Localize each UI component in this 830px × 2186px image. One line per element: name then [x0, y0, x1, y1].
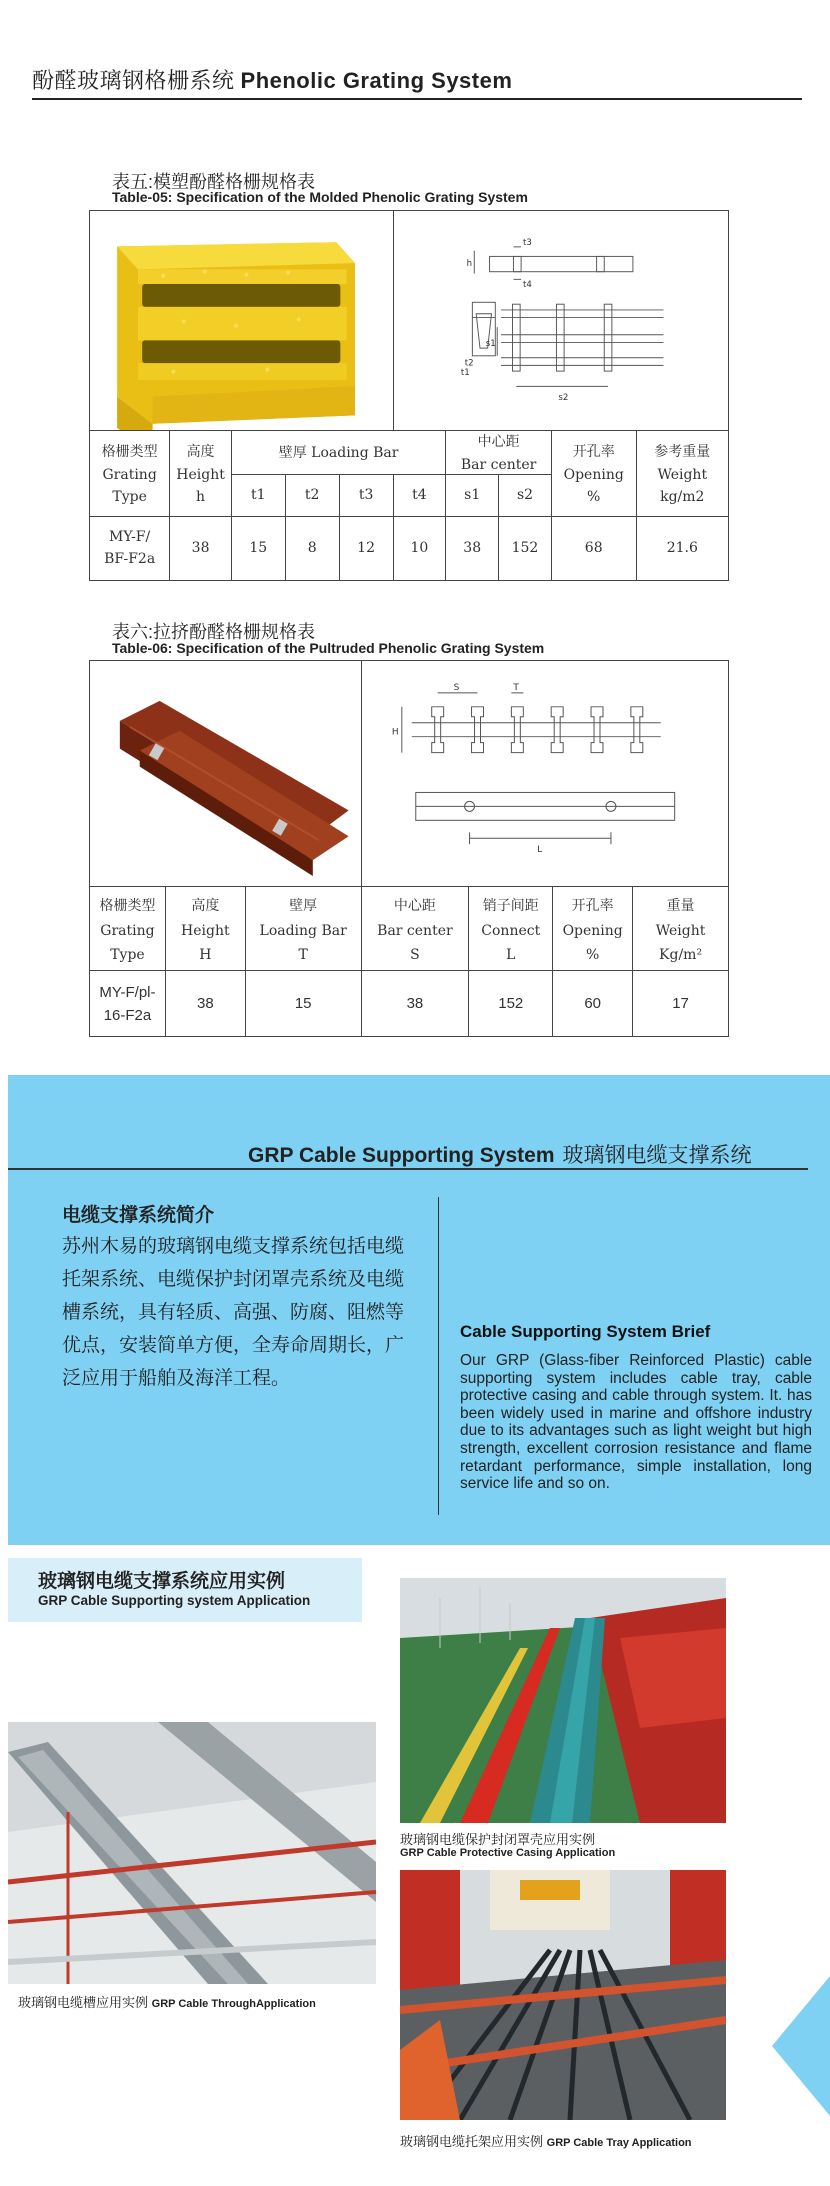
t6-head-weight-cn: 重量: [666, 897, 695, 914]
dim-t3: t3: [522, 237, 532, 248]
grp-title-en: GRP Cable Supporting System: [248, 1144, 555, 1167]
t6-head-weight-unit: Kg/m²: [659, 946, 703, 963]
dim-s1: s1: [485, 339, 496, 350]
t6-type-line2: 16-F2a: [103, 1006, 152, 1024]
t5-head-open-cn: 开孔率: [572, 444, 615, 461]
t6-head-wall-cn: 壁厚: [289, 897, 318, 914]
t5-cell-open: 68: [551, 516, 636, 580]
t6-head-height-sym: H: [199, 946, 212, 963]
t5-head-type: [90, 430, 170, 516]
tray-application-photo: [400, 1870, 726, 2120]
t6-head-type-en: Grating: [100, 922, 155, 939]
t6-head-wall-en: Loading Bar: [259, 922, 347, 939]
intro-heading-cn: 电缆支撑系统简介: [62, 1205, 215, 1226]
casing-caption-cn: 玻璃钢电缆保护封闭罩壳应用实例: [400, 1832, 596, 1847]
t6-cell-h: 38: [165, 971, 245, 1037]
t5-head-t3: t3: [339, 474, 393, 516]
pultruded-grating-photo: [90, 661, 361, 886]
t5-cell-t2: 8: [285, 516, 339, 580]
casing-caption-en: GRP Cable Protective Casing Application: [400, 1847, 616, 1859]
molded-grating-photo: [90, 211, 393, 430]
t5-head-type-en2: Type: [112, 489, 147, 506]
t5-type-line1: MY-F/: [109, 529, 151, 546]
table5-caption-cn: 表五:模塑酚醛格栅规格表: [112, 172, 315, 192]
pultruded-grating-diagram-cell: [361, 661, 728, 887]
tray-caption-en: GRP Cable Tray Application: [546, 2137, 692, 2149]
t6-cell-type: [90, 971, 166, 1037]
t5-head-height-en: Height: [176, 467, 225, 484]
molded-grating-drawing: [394, 211, 728, 430]
brief-heading-en: Cable Supporting System Brief: [460, 1322, 711, 1341]
t5-head-wall: 壁厚 Loading Bar: [231, 430, 445, 474]
application-title-cn: 玻璃钢电缆支撑系统应用实例: [38, 1571, 286, 1592]
t6-head-center-cn: 中心距: [393, 897, 436, 914]
grp-section-title: [248, 1139, 752, 1169]
t6-head-height-cn: 高度: [191, 897, 220, 914]
t5-cell-s1: 38: [446, 516, 499, 580]
through-caption: [18, 1992, 316, 2011]
corner-decoration: [772, 1976, 830, 2116]
t6-head-open: [553, 887, 633, 971]
t5-head-open: [551, 430, 636, 516]
through-caption-en: GRP Cable ThroughApplication: [151, 1998, 316, 2010]
application-title-en: GRP Cable Supporting system Application: [38, 1593, 311, 1608]
t6-head-pin: [469, 887, 553, 971]
table-row: [90, 516, 729, 580]
t5-head-type-cn: 格栅类型: [101, 444, 158, 461]
t6-head-open-cn: 开孔率: [571, 897, 614, 914]
t5-head-weight-en: Weight: [657, 467, 708, 484]
t5-head-s1: s1: [446, 474, 499, 516]
t6-head-wall: [245, 887, 361, 971]
intro-body-cn: 苏州木易的玻璃钢电缆支撑系统包括电缆托架系统、电缆保护封闭罩壳系统及电缆槽系统，具有轻质、高强、防腐、阻燃等优点，安装简单方便，全寿命周期长，广泛应用于船舶及海洋工程。: [62, 1236, 405, 1389]
t6-head-open-unit: %: [586, 946, 600, 963]
t5-cell-weight: 21.6: [636, 516, 728, 580]
dim-t2: t2: [464, 358, 474, 369]
grp-title-cn: 玻璃钢电缆支撑系统: [562, 1144, 752, 1167]
dim-t: T: [512, 682, 519, 693]
pultruded-grating-drawing: [362, 661, 728, 886]
t6-head-pin-en: Connect: [481, 922, 541, 939]
t5-head-weight-unit: kg/m2: [660, 489, 705, 506]
t6-head-wall-sym: T: [298, 946, 308, 963]
molded-grating-diagram-cell: [393, 211, 728, 431]
t5-head-t1: t1: [231, 474, 285, 516]
t6-head-type-cn: 格栅类型: [99, 897, 156, 914]
t5-head-height: [170, 430, 232, 516]
page-title: [32, 64, 512, 95]
t5-cell-type: [90, 516, 170, 580]
t6-type-line1: MY-F/pl-: [99, 983, 156, 1001]
t6-cell-open: 60: [553, 971, 633, 1037]
t5-cell-s2: 152: [499, 516, 552, 580]
t6-head-weight-en: Weight: [655, 922, 706, 939]
dim-l: L: [536, 845, 542, 856]
t6-cell-l: 152: [469, 971, 553, 1037]
t6-head-open-en: Opening: [562, 922, 623, 939]
t5-head-open-unit: %: [587, 489, 601, 506]
t5-head-weight-cn: 参考重量: [654, 444, 711, 461]
table6-caption-cn: 表六:拉挤酚醛格栅规格表: [112, 622, 315, 642]
pultruded-grating-photo-cell: [90, 661, 362, 887]
t6-head-type: [90, 887, 166, 971]
t6-head-pin-sym: L: [506, 946, 516, 963]
t5-head-open-en: Opening: [563, 467, 624, 484]
page-title-cn: 酚醛玻璃钢格栅系统: [32, 68, 235, 93]
t5-head-t2: t2: [285, 474, 339, 516]
t5-head-weight: [636, 430, 728, 516]
t6-head-center: [361, 887, 469, 971]
t5-head-s2: s2: [499, 474, 552, 516]
brief-body-en: Our GRP (Glass-fiber Reinforced Plastic) cable supporting system includes cable tray, cable protective casing and cable through system. It. has been widely used in marine and offshore industry due to its advantages such as light weight but high strength, excellent corrosion resistance and flame retardant performance, simple installation, long service life and so on.: [460, 1352, 812, 1493]
table6: [89, 660, 729, 1037]
t5-type-line2: BF-F2a: [104, 551, 156, 568]
table6-caption-en: Table-06: Specification of the Pultruded Phenolic Grating System: [112, 640, 545, 656]
dim-s: S: [453, 682, 459, 693]
t5-head-t4: t4: [393, 474, 446, 516]
through-application-photo: [8, 1722, 376, 1984]
t6-head-pin-cn: 销子间距: [482, 897, 539, 914]
molded-grating-photo-cell: [90, 211, 394, 431]
table-row: [90, 971, 729, 1037]
t5-head-center-cn: 中心距: [477, 434, 520, 451]
t5-cell-h: 38: [170, 516, 232, 580]
table5-caption-en: Table-05: Specification of the Molded Phenolic Grating System: [112, 189, 528, 205]
t6-cell-s: 38: [361, 971, 469, 1037]
t6-cell-weight: 17: [633, 971, 729, 1037]
t5-head-center: [446, 430, 552, 474]
tray-caption-cn: 玻璃钢电缆托架应用实例: [400, 2134, 544, 2149]
t6-head-center-en: Bar center: [377, 922, 453, 939]
t5-cell-t3: 12: [339, 516, 393, 580]
t5-cell-t4: 10: [393, 516, 446, 580]
intro-column-divider: [438, 1197, 439, 1515]
t6-head-type-en2: Type: [110, 946, 145, 963]
dim-s2: s2: [557, 392, 568, 403]
tray-caption: [400, 2131, 692, 2150]
dim-h-pl: H: [391, 727, 399, 738]
dim-h: h: [466, 258, 472, 269]
table5: [89, 210, 729, 581]
t6-head-height: [165, 887, 245, 971]
header-divider: [32, 98, 802, 100]
through-caption-cn: 玻璃钢电缆槽应用实例: [18, 1995, 149, 2010]
dim-t1: t1: [460, 367, 470, 378]
t6-head-weight: [633, 887, 729, 971]
casing-application-photo: [400, 1578, 726, 1823]
t5-head-type-en: Grating: [102, 467, 157, 484]
grp-divider: [8, 1168, 808, 1170]
t6-head-height-en: Height: [181, 922, 230, 939]
t5-cell-t1: 15: [231, 516, 285, 580]
dim-t4: t4: [522, 279, 532, 290]
t6-cell-t: 15: [245, 971, 361, 1037]
t5-head-center-en: Bar center: [460, 457, 537, 474]
page-title-en: Phenolic Grating System: [240, 68, 513, 93]
t5-head-height-cn: 高度: [186, 444, 215, 461]
t5-head-height-sym: h: [196, 489, 206, 506]
t6-head-center-sym: S: [410, 946, 420, 963]
